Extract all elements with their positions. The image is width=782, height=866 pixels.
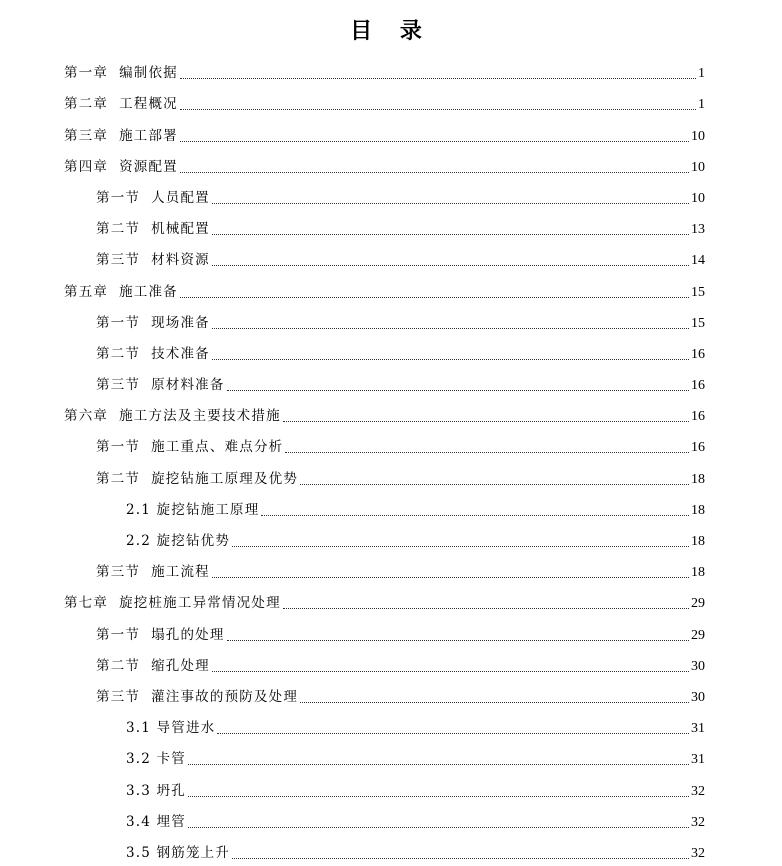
- dot-leader: [180, 108, 696, 110]
- toc-page-number: 10: [691, 159, 705, 175]
- toc-entry-title: 2.2 旋挖钻优势: [126, 533, 231, 549]
- dot-leader: [180, 140, 689, 142]
- toc-page-number: 31: [691, 721, 705, 737]
- dot-leader: [300, 701, 689, 703]
- toc-entry[interactable]: [0, 367, 782, 398]
- toc-entry-title: 第三节 灌注事故的预防及处理: [96, 688, 299, 705]
- toc-entry-title: 第五章 施工准备: [64, 283, 178, 300]
- toc-page-number: 1: [698, 97, 705, 113]
- toc-entry-title: 第一节 现场准备: [96, 314, 210, 331]
- toc-page-number: 18: [691, 471, 705, 487]
- dot-leader: [261, 514, 689, 516]
- toc-entry[interactable]: [0, 273, 782, 304]
- toc-entry-title: 3.3 坍孔: [126, 782, 186, 799]
- toc-page-number: 15: [691, 284, 705, 300]
- toc-page-number: 13: [691, 222, 705, 238]
- toc-entry[interactable]: [0, 523, 782, 554]
- dot-leader: [212, 670, 689, 672]
- dot-leader: [188, 763, 689, 765]
- toc-entry[interactable]: [0, 149, 782, 180]
- toc-entry[interactable]: [0, 117, 782, 148]
- toc-entry-title: 3.4 埋管: [126, 813, 186, 830]
- dot-leader: [212, 264, 689, 266]
- dot-leader: [227, 389, 689, 391]
- toc-entry[interactable]: [0, 180, 782, 211]
- dot-leader: [212, 576, 689, 578]
- toc-entry[interactable]: [0, 554, 782, 585]
- toc-entry-title: 第三章 施工部署: [64, 127, 178, 144]
- toc-page-number: 30: [691, 658, 705, 674]
- toc-entry-title: 第一节 人员配置: [96, 189, 210, 206]
- toc-page-number: 18: [691, 534, 705, 549]
- toc-entry[interactable]: [0, 804, 782, 835]
- toc-entry-title: 3.2 卡管: [126, 751, 186, 768]
- toc-entry-title: 第二节 旋挖钻施工原理及优势: [96, 470, 299, 487]
- toc-list: [0, 55, 782, 866]
- toc-entry-title: 第三节 原材料准备: [96, 377, 225, 394]
- toc-entry[interactable]: [0, 55, 782, 86]
- dot-leader: [283, 607, 689, 609]
- toc-entry[interactable]: [0, 336, 782, 367]
- toc-entry-title: 3.1 导管进水: [126, 720, 216, 737]
- toc-entry[interactable]: [0, 211, 782, 242]
- toc-entry-title: 第二章 工程概况: [64, 96, 178, 113]
- toc-entry-title: 第二节 技术准备: [96, 345, 210, 362]
- dot-leader: [212, 327, 689, 329]
- toc-page-number: 16: [691, 378, 705, 394]
- toc-entry[interactable]: [0, 398, 782, 429]
- dot-leader: [212, 202, 689, 204]
- toc-entry[interactable]: [0, 305, 782, 336]
- toc-entry[interactable]: [0, 616, 782, 647]
- dot-leader: [180, 296, 689, 298]
- toc-entry-title: 3.5 钢筋笼上升: [126, 844, 231, 861]
- toc-page-number: 29: [691, 596, 705, 612]
- toc-entry-title: 第二节 缩孔处理: [96, 657, 210, 674]
- dot-leader: [212, 358, 689, 360]
- dot-leader: [232, 857, 689, 859]
- toc-entry[interactable]: [0, 86, 782, 117]
- dot-leader: [283, 420, 689, 422]
- toc-page-number: 16: [691, 346, 705, 362]
- toc-entry-title: 第六章 施工方法及主要技术措施: [64, 408, 281, 425]
- toc-page-number: 14: [691, 253, 705, 269]
- toc-entry[interactable]: [0, 460, 782, 491]
- toc-page-number: 10: [691, 128, 705, 144]
- toc-entry-title: 第二节 机械配置: [96, 221, 210, 238]
- toc-page-number: 18: [691, 502, 705, 518]
- toc-page-number: 32: [691, 814, 705, 830]
- dot-leader: [188, 795, 689, 797]
- toc-entry-title: 第三节 施工流程: [96, 564, 210, 581]
- toc-page-number: 16: [691, 440, 705, 456]
- toc-entry-title: 第一节 塌孔的处理: [96, 626, 225, 643]
- toc-page-number: 30: [691, 689, 705, 705]
- dot-leader: [227, 639, 689, 641]
- dot-leader: [180, 77, 696, 79]
- dot-leader: [300, 483, 689, 485]
- toc-entry[interactable]: [0, 772, 782, 803]
- toc-entry[interactable]: [0, 429, 782, 460]
- toc-entry-title: 2.1 旋挖钻施工原理: [126, 501, 260, 518]
- toc-entry[interactable]: [0, 741, 782, 772]
- toc-page-number: 29: [691, 627, 705, 643]
- toc-entry-title: 第一节 施工重点、难点分析: [96, 439, 284, 456]
- toc-entry[interactable]: [0, 835, 782, 866]
- toc-entry-title: 第四章 资源配置: [64, 158, 178, 175]
- dot-leader: [285, 451, 689, 453]
- dot-leader: [180, 171, 689, 173]
- toc-page-number: 1: [698, 66, 705, 82]
- toc-entry[interactable]: [0, 585, 782, 616]
- dot-leader: [217, 732, 689, 734]
- toc-page-number: 15: [691, 315, 705, 331]
- toc-entry[interactable]: [0, 679, 782, 710]
- toc-entry[interactable]: [0, 648, 782, 679]
- toc-entry[interactable]: [0, 242, 782, 273]
- toc-page-number: 32: [691, 783, 705, 799]
- dot-leader: [212, 233, 689, 235]
- toc-entry-title: 第七章 旋挖桩施工异常情况处理: [64, 595, 281, 612]
- toc-entry[interactable]: [0, 710, 782, 741]
- toc-title: 目 录: [350, 19, 432, 44]
- dot-leader: [232, 545, 689, 547]
- toc-entry[interactable]: [0, 492, 782, 523]
- toc-entry-title: 第三节 材料资源: [96, 252, 210, 269]
- toc-page-number: 31: [691, 752, 705, 768]
- dot-leader: [188, 826, 689, 828]
- toc-page-number: 18: [691, 565, 705, 581]
- toc-entry-title: 第一章 编制依据: [64, 65, 178, 82]
- toc-page-number: 32: [691, 845, 705, 861]
- toc-page-number: 16: [691, 409, 705, 425]
- toc-page-number: 10: [691, 190, 705, 206]
